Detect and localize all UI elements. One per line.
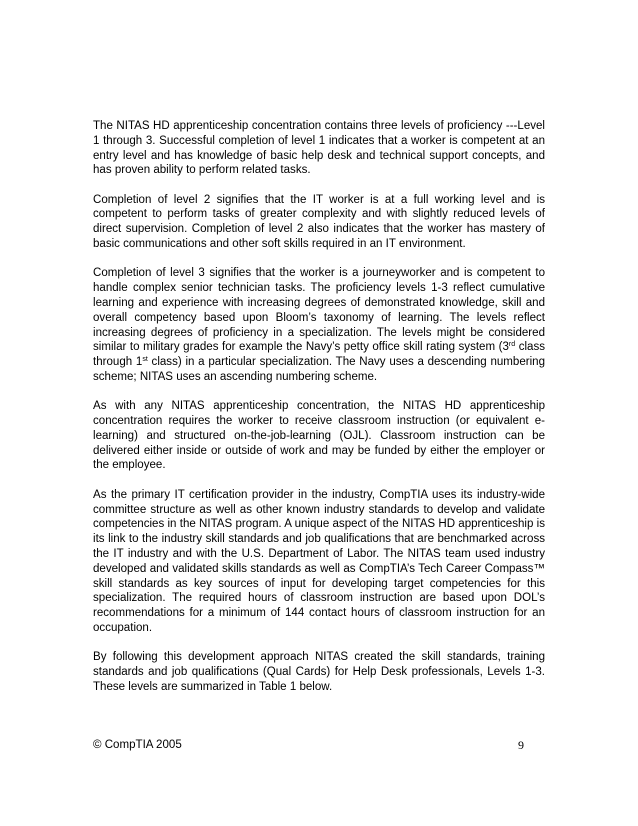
footer-copyright: © CompTIA 2005 xyxy=(93,739,182,751)
paragraph-level-3 xyxy=(93,266,545,384)
paragraph-proficiency-levels: The NITAS HD apprenticeship concentration contains three levels of proficiency ---Level 1 through 3. Successful completion of level 1 indicates that a worker is competent at an entry level and has knowledge of basic help desk and technical support concepts, and has proven ability to perform related tasks. xyxy=(93,120,545,177)
superscript-st: st xyxy=(142,356,148,364)
level-3-text-part-3: class) in a particular specialization. The Navy uses a descending numbering scheme; NITAS uses an ascending numbering scheme. xyxy=(93,356,546,383)
paragraph-development-approach: By following this development approach NITAS created the skill standards, training standards and job qualifications (Qual Cards) for Help Desk professionals, Levels 1-3. These levels are summarized in Table 1 below. xyxy=(93,651,545,693)
body-text xyxy=(93,119,545,709)
level-3-text-part-1: Completion of level 3 signifies that the worker is a journeyworker and is competent to handle complex senior technician tasks. The proficiency levels 1-3 reflect cumulative learning and experience with increasing degrees of demonstrated knowledge, skill and overall competency based upon Bloom’s taxonomy of learning. The levels reflect increasing degrees of proficiency in a specialization. The levels might be considered similar to military grades for example the Navy’s petty office skill rating system (3 xyxy=(93,267,545,354)
paragraph-classroom-instruction: As with any NITAS apprenticeship concentration, the NITAS HD apprenticeship concentration requires the worker to receive classroom instruction (or equivalent e-learning) and structured on-the-job-learning (OJL). Classroom instruction can be delivered either inside or outside of work and may be funded by either the employer or the employee. xyxy=(93,400,545,472)
footer-page-number: 9 xyxy=(518,738,524,752)
superscript-rd: rd xyxy=(508,341,516,349)
paragraph-level-2: Completion of level 2 signifies that the IT worker is at a full working level and is competent to perform tasks of greater complexity and with slightly reduced levels of direct supervision. Completion of level 2 also indicates that the worker has mastery of basic communications and other soft skills required in an IT environment. xyxy=(93,193,545,251)
paragraph-comptia-standards: As the primary IT certification provider in the industry, CompTIA uses its industry-wide committee structure as well as other known industry standards to develop and validate competencies in the NITAS program. A unique aspect of the NITAS HD apprenticeship is its link to the industry skill standards and job qualifications that are benchmarked across the IT industry and with the U.S. Department of Labor. The NITAS team used industry developed and validated skills standards as well as CompTIA’s Tech Career Compass™ skill standards as key sources of input for developing target competencies for this specialization. The required hours of classroom instruction are based upon DOL’s recommendations for a minimum of 144 contact hours of classroom instruction for an occupation. xyxy=(93,488,545,634)
level-3-text-part-2: class through 1 xyxy=(93,341,546,369)
